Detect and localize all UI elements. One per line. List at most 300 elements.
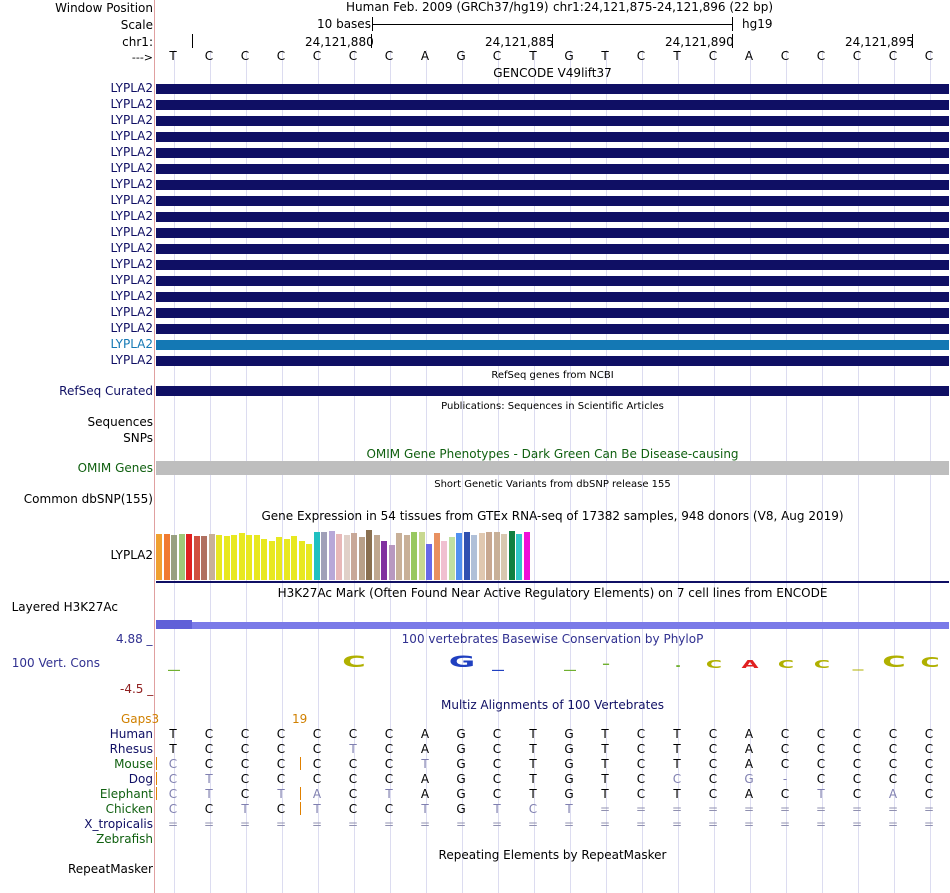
gtex-tissue-bar[interactable]: [314, 532, 320, 580]
gencode-gene-label[interactable]: LYPLA2: [110, 337, 153, 351]
gtex-tissue-bar[interactable]: [516, 534, 522, 580]
aligned-base: C: [636, 742, 646, 756]
reference-base: A: [420, 49, 430, 63]
aligned-base: A: [420, 742, 430, 756]
aligned-base: =: [923, 802, 935, 816]
aligned-base: A: [744, 757, 754, 771]
gtex-tissue-bar[interactable]: [351, 533, 357, 580]
aligned-base: G: [564, 727, 574, 741]
phylop-base-glyph[interactable]: _: [564, 657, 576, 671]
gtex-tissue-bar[interactable]: [441, 541, 447, 580]
reference-base: C: [276, 49, 286, 63]
gtex-tissue-bar[interactable]: [156, 534, 162, 580]
gencode-gene-label[interactable]: LYPLA2: [110, 145, 153, 159]
aligned-base: =: [347, 817, 359, 831]
gtex-tissue-bar[interactable]: [359, 537, 365, 580]
gtex-tissue-bar[interactable]: [216, 535, 222, 580]
aligned-base: =: [383, 817, 395, 831]
assembly-name: Human Feb. 2009 (GRCh37/hg19): [346, 0, 549, 14]
aligned-base: =: [743, 817, 755, 831]
aligned-base: T: [673, 727, 681, 741]
dbsnp-track-label[interactable]: Common dbSNP(155): [23, 492, 153, 506]
species-label[interactable]: Zebrafish: [96, 832, 153, 846]
aligned-base: C: [384, 772, 394, 786]
gtex-tissue-bar[interactable]: [209, 534, 215, 580]
scale-bar-right-tick: [732, 17, 733, 31]
aligned-base: =: [779, 802, 791, 816]
gtex-tissue-bar[interactable]: [224, 536, 230, 580]
aligned-base: C: [888, 727, 898, 741]
gtex-tissue-bar[interactable]: [186, 534, 192, 580]
aligned-base: T: [421, 802, 429, 816]
gtex-tissue-bar[interactable]: [524, 532, 530, 580]
aligned-base: T: [817, 787, 825, 801]
reference-base: C: [708, 49, 718, 63]
gtex-tissue-bar[interactable]: [276, 537, 282, 580]
aligned-base: C: [708, 727, 718, 741]
gtex-tissue-bar[interactable]: [231, 535, 237, 580]
gencode-gene-label[interactable]: LYPLA2: [110, 353, 153, 367]
omim-track-label[interactable]: OMIM Genes: [77, 461, 153, 475]
reference-base: C: [312, 49, 322, 63]
reference-base: C: [816, 49, 826, 63]
reference-base: C: [204, 49, 214, 63]
aligned-base: =: [635, 802, 647, 816]
aligned-base: T: [601, 772, 609, 786]
gencode-gene-bar[interactable]: [156, 164, 949, 174]
gap-marker: [156, 787, 157, 800]
aligned-base: A: [744, 742, 754, 756]
aligned-base: G: [456, 802, 466, 816]
aligned-base: C: [780, 787, 790, 801]
gtex-track-label[interactable]: LYPLA2: [110, 548, 153, 562]
species-label[interactable]: X_tropicalis: [84, 817, 153, 831]
gtex-tissue-bar[interactable]: [261, 539, 267, 580]
aligned-base: =: [707, 817, 719, 831]
aligned-base: T: [601, 727, 609, 741]
gencode-gene-label[interactable]: LYPLA2: [110, 97, 153, 111]
aligned-base: A: [420, 727, 430, 741]
ruler-tick: [371, 34, 372, 48]
aligned-base: C: [636, 727, 646, 741]
aligned-base: C: [708, 757, 718, 771]
ruler-tick-label: 24,121,895: [845, 35, 914, 49]
aligned-base: =: [167, 817, 179, 831]
phylop-base-glyph[interactable]: C: [777, 658, 795, 671]
gencode-gene-bar[interactable]: [156, 132, 949, 142]
gtex-tissue-bar[interactable]: [164, 534, 170, 580]
gtex-tissue-bar[interactable]: [404, 535, 410, 580]
aligned-base: C: [240, 772, 250, 786]
gtex-tissue-bar[interactable]: [501, 534, 507, 580]
aligned-base: G: [564, 787, 574, 801]
gtex-tissue-bar[interactable]: [426, 544, 432, 580]
gencode-gene-label[interactable]: LYPLA2: [110, 193, 153, 207]
gencode-gene-label[interactable]: LYPLA2: [110, 241, 153, 255]
publications-track-title[interactable]: Publications: Sequences in Scientific Articles: [441, 401, 664, 412]
gtex-tissue-bar[interactable]: [434, 533, 440, 580]
gencode-gene-bar[interactable]: [156, 100, 949, 110]
phylop-track-title[interactable]: 100 vertebrates Basewise Conservation by PhyloP: [401, 632, 704, 646]
aligned-base: C: [636, 757, 646, 771]
species-label[interactable]: Elephant: [99, 787, 153, 801]
reference-base: T: [601, 49, 609, 63]
aligned-base: C: [816, 757, 826, 771]
gencode-gene-label[interactable]: LYPLA2: [110, 161, 153, 175]
aligned-base: C: [384, 742, 394, 756]
aligned-base: C: [168, 802, 178, 816]
gtex-tissue-bar[interactable]: [254, 535, 260, 580]
gencode-gene-bar[interactable]: [156, 196, 949, 206]
gtex-tissue-bar[interactable]: [366, 530, 372, 580]
aligned-base: C: [924, 787, 934, 801]
aligned-base: T: [601, 757, 609, 771]
gencode-gene-bar[interactable]: [156, 308, 949, 318]
aligned-base: C: [348, 787, 358, 801]
phylop-base-glyph[interactable]: G: [448, 652, 476, 671]
aligned-base: C: [924, 772, 934, 786]
gtex-tissue-bar[interactable]: [486, 532, 492, 580]
gap-marker: [300, 802, 301, 815]
gencode-gene-bar[interactable]: [156, 292, 949, 302]
ruler-tick: [912, 34, 913, 48]
ruler-tick: [732, 34, 733, 48]
aligned-base: C: [780, 727, 790, 741]
aligned-base: C: [204, 727, 214, 741]
aligned-base: T: [493, 802, 501, 816]
aligned-base: G: [564, 772, 574, 786]
gencode-gene-bar[interactable]: [156, 324, 949, 334]
aligned-base: C: [708, 742, 718, 756]
aligned-base: C: [852, 772, 862, 786]
gtex-tissue-bar[interactable]: [389, 545, 395, 580]
aligned-base: C: [348, 727, 358, 741]
reference-base: T: [673, 49, 681, 63]
aligned-base: C: [348, 802, 358, 816]
aligned-base: =: [563, 817, 575, 831]
dbsnp-track-title[interactable]: Short Genetic Variants from dbSNP release 155: [434, 479, 671, 490]
h3k27ac-signal[interactable]: [192, 622, 949, 629]
phylop-base-glyph[interactable]: _: [852, 658, 864, 671]
gap-marker: [300, 757, 301, 770]
gtex-tissue-bar[interactable]: [321, 532, 327, 580]
aligned-base: C: [816, 727, 826, 741]
reference-base: C: [348, 49, 358, 63]
aligned-base: C: [348, 757, 358, 771]
gtex-tissue-bar[interactable]: [411, 532, 417, 580]
aligned-base: C: [348, 772, 358, 786]
ruler-tick: [552, 34, 553, 48]
phylop-base-glyph[interactable]: C: [705, 658, 723, 671]
gencode-gene-bar[interactable]: [156, 244, 949, 254]
gtex-tissue-bar[interactable]: [179, 534, 185, 580]
aligned-base: C: [312, 727, 322, 741]
aligned-base: C: [204, 757, 214, 771]
aligned-base: =: [311, 817, 323, 831]
aligned-base: C: [888, 742, 898, 756]
reference-base: C: [888, 49, 898, 63]
aligned-base: T: [205, 772, 213, 786]
reference-base: C: [852, 49, 862, 63]
gtex-tissue-bar[interactable]: [246, 535, 252, 580]
gtex-tissue-bar[interactable]: [329, 531, 335, 580]
repeatmasker-track-title[interactable]: Repeating Elements by RepeatMasker: [438, 848, 667, 862]
gtex-tissue-bar[interactable]: [396, 533, 402, 580]
aligned-base: A: [744, 787, 754, 801]
aligned-base: C: [492, 757, 502, 771]
aligned-base: G: [456, 787, 466, 801]
aligned-base: =: [851, 802, 863, 816]
aligned-base: C: [636, 787, 646, 801]
aligned-base: T: [313, 802, 321, 816]
aligned-base: =: [887, 817, 899, 831]
gtex-tissue-bar[interactable]: [269, 541, 275, 580]
gencode-gene-bar[interactable]: [156, 276, 949, 286]
aligned-base: T: [277, 787, 285, 801]
phylop-ymax: 4.88 _: [116, 632, 153, 646]
scale-label: Scale: [120, 18, 153, 32]
omim-track-title[interactable]: OMIM Gene Phenotypes - Dark Green Can Be Disease-causing: [366, 447, 739, 461]
aligned-base: =: [455, 817, 467, 831]
aligned-base: T: [241, 802, 249, 816]
species-label[interactable]: Mouse: [114, 757, 153, 771]
aligned-base: =: [851, 817, 863, 831]
gencode-gene-bar[interactable]: [156, 260, 949, 270]
aligned-base: =: [599, 802, 611, 816]
aligned-base: C: [852, 787, 862, 801]
phylop-base-glyph[interactable]: .: [674, 659, 682, 670]
gtex-tissue-bar[interactable]: [381, 541, 387, 580]
aligned-base: C: [276, 757, 286, 771]
gtex-tissue-bar[interactable]: [239, 533, 245, 580]
aligned-base: C: [312, 772, 322, 786]
gtex-tissue-bar[interactable]: [284, 539, 290, 580]
phylop-ymin: -4.5 _: [120, 682, 154, 696]
gtex-tissue-bar[interactable]: [449, 537, 455, 580]
scale-bar: [372, 24, 732, 25]
aligned-base: A: [312, 787, 322, 801]
aligned-base: G: [456, 757, 466, 771]
aligned-base: C: [204, 742, 214, 756]
aligned-base: G: [564, 757, 574, 771]
gtex-tissue-bar[interactable]: [479, 533, 485, 580]
aligned-base: C: [204, 802, 214, 816]
gtex-tissue-bar[interactable]: [171, 535, 177, 580]
aligned-base: C: [312, 757, 322, 771]
aligned-base: =: [419, 817, 431, 831]
aligned-base: C: [240, 787, 250, 801]
aligned-base: C: [780, 757, 790, 771]
gtex-track-title[interactable]: Gene Expression in 54 tissues from GTEx RNA-seq of 17382 samples, 948 donors (V8, Aug 2019): [261, 509, 844, 523]
aligned-base: C: [168, 757, 178, 771]
gtex-tissue-bar[interactable]: [494, 532, 500, 580]
gencode-gene-label[interactable]: LYPLA2: [110, 177, 153, 191]
aligned-base: G: [456, 772, 466, 786]
aligned-base: G: [564, 742, 574, 756]
aligned-base: C: [240, 727, 250, 741]
aligned-base: =: [815, 802, 827, 816]
reference-base: T: [169, 49, 177, 63]
reference-base: T: [529, 49, 537, 63]
multiz-gap-count: 19: [292, 712, 308, 726]
aligned-base: =: [779, 817, 791, 831]
refseq-gene-bar[interactable]: [156, 386, 949, 396]
gap-marker: [156, 757, 157, 770]
aligned-base: C: [312, 742, 322, 756]
phylop-base-glyph[interactable]: C: [882, 652, 906, 671]
aligned-base: C: [852, 757, 862, 771]
gtex-tissue-bar[interactable]: [201, 536, 207, 580]
reference-base: A: [744, 49, 754, 63]
gtex-tissue-bar[interactable]: [464, 532, 470, 580]
aligned-base: =: [671, 802, 683, 816]
gencode-gene-label[interactable]: LYPLA2: [110, 113, 153, 127]
gtex-tissue-bar[interactable]: [291, 536, 297, 580]
phylop-base-glyph[interactable]: -: [601, 659, 611, 670]
aligned-base: T: [385, 787, 393, 801]
label-divider: [154, 0, 155, 893]
aligned-base: T: [673, 787, 681, 801]
aligned-base: =: [203, 817, 215, 831]
gtex-tissue-bar[interactable]: [194, 536, 200, 580]
refseq-track-label[interactable]: RefSeq Curated: [59, 384, 153, 398]
aligned-base: C: [384, 727, 394, 741]
aligned-base: C: [384, 802, 394, 816]
gtex-tissue-bar[interactable]: [471, 535, 477, 580]
gencode-gene-bar[interactable]: [156, 116, 949, 126]
aligned-base: G: [456, 742, 466, 756]
gencode-gene-bar[interactable]: [156, 356, 949, 366]
gap-marker: [156, 772, 157, 785]
aligned-base: =: [707, 802, 719, 816]
aligned-base: C: [492, 727, 502, 741]
species-label[interactable]: Human: [109, 727, 153, 741]
gencode-gene-label[interactable]: LYPLA2: [110, 257, 153, 271]
aligned-base: C: [276, 742, 286, 756]
species-label[interactable]: Chicken: [105, 802, 153, 816]
sequences-track-label[interactable]: Sequences: [87, 415, 153, 429]
repeatmasker-track-label[interactable]: RepeatMasker: [67, 862, 153, 876]
phylop-base-glyph[interactable]: _: [492, 657, 504, 671]
refseq-track-title[interactable]: RefSeq genes from NCBI: [491, 370, 614, 381]
gtex-tissue-bar[interactable]: [419, 532, 425, 580]
gtex-tissue-bar[interactable]: [344, 535, 350, 580]
aligned-base: T: [169, 727, 177, 741]
aligned-base: A: [420, 772, 430, 786]
phylop-base-glyph[interactable]: A: [741, 658, 759, 671]
gencode-gene-bar[interactable]: [156, 148, 949, 158]
aligned-base: C: [276, 727, 286, 741]
gencode-gene-label[interactable]: LYPLA2: [110, 129, 153, 143]
scale-text: 10 bases: [317, 17, 371, 31]
gencode-gene-bar[interactable]: [156, 228, 949, 238]
aligned-base: =: [635, 817, 647, 831]
aligned-base: T: [601, 742, 609, 756]
ruler-tick-label: 24,121,885: [485, 35, 554, 49]
phylop-base-glyph[interactable]: C: [342, 652, 366, 671]
gencode-gene-label[interactable]: LYPLA2: [110, 225, 153, 239]
aligned-base: T: [169, 742, 177, 756]
aligned-base: T: [529, 757, 537, 771]
gtex-tissue-bar[interactable]: [336, 534, 342, 580]
gencode-gene-bar[interactable]: [156, 84, 949, 94]
aligned-base: =: [671, 817, 683, 831]
aligned-base: C: [240, 757, 250, 771]
reference-base: C: [240, 49, 250, 63]
aligned-base: C: [816, 772, 826, 786]
aligned-base: C: [384, 757, 394, 771]
h3k27ac-track-title[interactable]: H3K27Ac Mark (Often Found Near Active Regulatory Elements) on 7 cell lines from ENCODE: [277, 586, 828, 600]
reference-base: G: [564, 49, 574, 63]
aligned-base: A: [744, 727, 754, 741]
gtex-tissue-bar[interactable]: [456, 533, 462, 580]
gtex-tissue-bar[interactable]: [509, 531, 515, 580]
multiz-gaps-label: Gaps3: [121, 712, 160, 726]
gencode-gene-label[interactable]: LYPLA2: [110, 321, 153, 335]
aligned-base: C: [492, 772, 502, 786]
aligned-base: T: [529, 742, 537, 756]
gtex-tissue-bar[interactable]: [306, 544, 312, 580]
aligned-base: C: [276, 802, 286, 816]
species-label[interactable]: Rhesus: [109, 742, 153, 756]
gencode-gene-label[interactable]: LYPLA2: [110, 273, 153, 287]
multiz-track-title[interactable]: Multiz Alignments of 100 Vertebrates: [440, 698, 665, 712]
gencode-gene-label[interactable]: LYPLA2: [110, 305, 153, 319]
aligned-base: C: [240, 742, 250, 756]
gencode-gene-label[interactable]: LYPLA2: [110, 81, 153, 95]
phylop-track-label[interactable]: 100 Vert. Cons: [11, 656, 100, 670]
gencode-gene-label[interactable]: LYPLA2: [110, 289, 153, 303]
phylop-base-glyph[interactable]: C: [920, 656, 940, 671]
gtex-tissue-bar[interactable]: [374, 535, 380, 580]
aligned-base: T: [205, 787, 213, 801]
aligned-base: C: [780, 742, 790, 756]
aligned-base: =: [815, 817, 827, 831]
aligned-base: T: [529, 727, 537, 741]
gtex-tissue-bar[interactable]: [299, 541, 305, 580]
ruler-tick: [192, 34, 193, 48]
aligned-base: T: [529, 787, 537, 801]
species-label[interactable]: Dog: [128, 772, 153, 786]
gtex-baseline: [156, 581, 949, 583]
aligned-base: C: [708, 787, 718, 801]
phylop-base-glyph[interactable]: C: [813, 658, 831, 671]
gencode-gene-label[interactable]: LYPLA2: [110, 209, 153, 223]
aligned-base: C: [816, 742, 826, 756]
gencode-track-title[interactable]: GENCODE V49lift37: [493, 66, 612, 80]
gencode-gene-bar[interactable]: [156, 180, 949, 190]
reference-base: G: [456, 49, 466, 63]
aligned-base: C: [708, 772, 718, 786]
omim-gene-bar[interactable]: [156, 461, 949, 475]
aligned-base: A: [888, 787, 898, 801]
reference-base: C: [636, 49, 646, 63]
aligned-base: =: [887, 802, 899, 816]
h3k27ac-signal-peak[interactable]: [156, 620, 192, 629]
gencode-gene-bar[interactable]: [156, 212, 949, 222]
scale-bar-left-tick: [372, 17, 373, 31]
aligned-base: C: [492, 787, 502, 801]
gencode-gene-bar[interactable]: [156, 340, 949, 350]
snps-track-label[interactable]: SNPs: [123, 431, 153, 445]
reference-base: C: [924, 49, 934, 63]
phylop-base-glyph[interactable]: _: [168, 657, 180, 671]
h3k27ac-track-label[interactable]: Layered H3K27Ac: [11, 600, 118, 614]
reference-base: C: [780, 49, 790, 63]
strand-label[interactable]: --->: [131, 51, 153, 64]
aligned-base: =: [599, 817, 611, 831]
aligned-base: =: [239, 817, 251, 831]
